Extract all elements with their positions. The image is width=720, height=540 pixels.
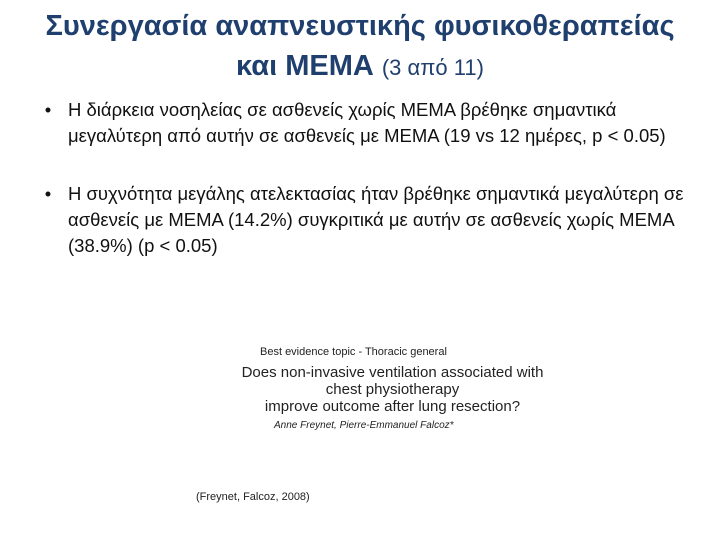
bullet-text: Η συχνότητα μεγάλης ατελεκτασίας ήταν βρέθηκε σημαντικά μεγαλύτερη σε ασθενείς με ΜΕΜΑ (14.2%) συγκριτικά με αυτήν σε ασθενείς χωρίς ΜΕΜΑ (38.9%) (p < 0.05): [68, 183, 684, 256]
title-page-counter: (3 από 11): [381, 55, 484, 80]
slide-title: [0, 6, 720, 88]
bullet-item-hospital-stay: [40, 97, 690, 149]
title-line-2: και ΜΕΜΑ: [236, 50, 374, 82]
bullet-text: Η διάρκεια νοσηλείας σε ασθενείς χωρίς ΜΕΜΑ βρέθηκε σημαντικά μεγαλύτερη από αυτήν σε ασθενείς με ΜΕΜΑ (19 vs 12 ημέρες, p < 0.05): [68, 99, 666, 146]
paper-title-line-2: improve outcome after lung resection?: [264, 398, 521, 415]
paper-title-line-1: Does non-invasive ventilation associated with chest physiotherapy: [241, 364, 544, 398]
bullet-dot-icon: •: [44, 183, 52, 204]
bullet-dot-icon: •: [44, 99, 52, 120]
paper-authors: Anne Freynet, Pierre-Emmanuel Falcoz*: [274, 420, 454, 431]
title-line-1: Συνεργασία αναπνευστικής φυσικοθεραπείας: [45, 10, 675, 42]
citation-caption: (Freynet, Falcoz, 2008): [196, 491, 310, 503]
bullet-list: [40, 97, 690, 259]
paper-topic: Best evidence topic - Thoracic general: [260, 346, 447, 358]
paper-title: [230, 364, 555, 415]
paper-excerpt: [230, 345, 555, 432]
bullet-item-atelectasis: [40, 181, 690, 259]
